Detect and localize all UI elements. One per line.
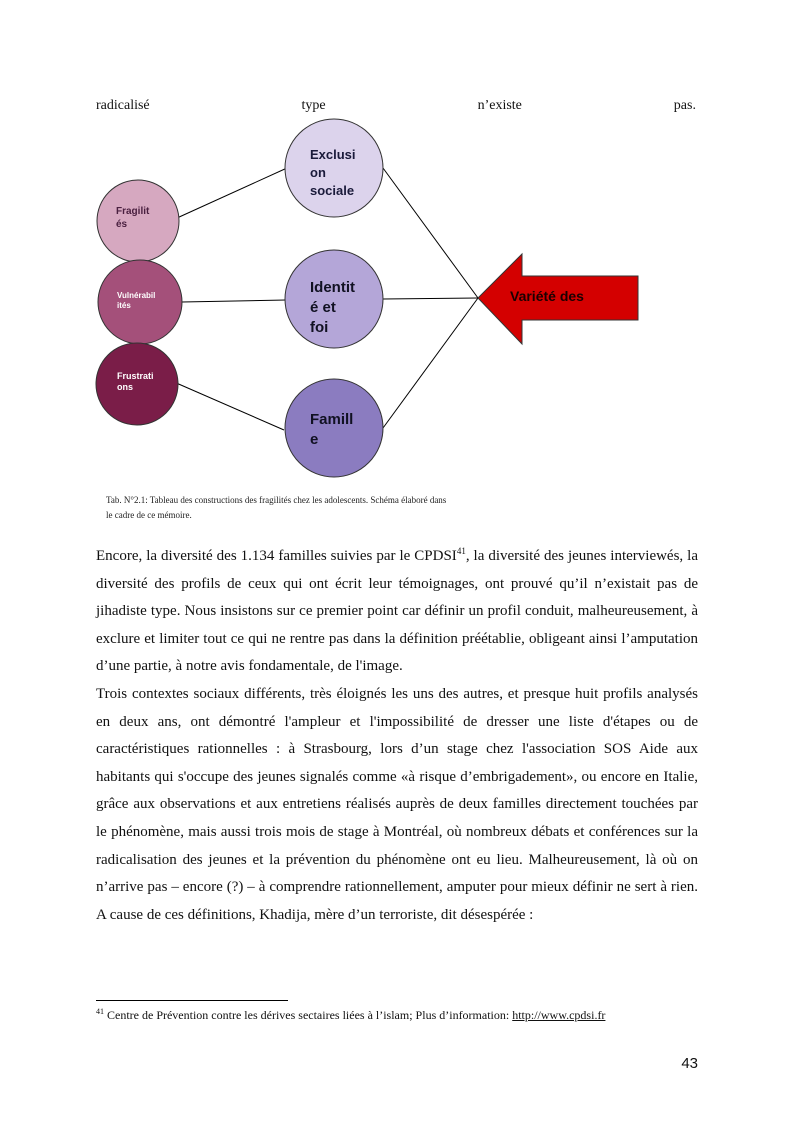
footnote — [96, 1008, 716, 1023]
top-word-2: type — [301, 98, 326, 113]
label-line: foi — [310, 319, 329, 336]
caption-line-2: le cadre de ce mémoire. — [106, 510, 192, 520]
label-line: é et — [310, 299, 336, 316]
label-line: ités — [117, 301, 131, 310]
label-famille — [310, 410, 374, 454]
paragraph-1-start: Encore, la diversité des 1.134 familles suivies par le CPDSI — [96, 548, 457, 564]
caption-line-1: Tab. N°2.1: Tableau des constructions des fragilités chez les adolescents. Schéma élaboré dans — [106, 495, 447, 505]
label-line: ons — [117, 382, 134, 393]
label-line: Fragilit — [116, 206, 150, 217]
label-exclusion-sociale — [310, 146, 370, 198]
label-line: Vulnérabil — [117, 291, 156, 300]
fragility-diagram — [0, 0, 793, 490]
footnote-link[interactable]: http://www.cpdsi.fr — [512, 1008, 606, 1022]
top-word-4: pas. — [673, 98, 696, 113]
figure-caption — [106, 493, 526, 523]
connector-identite-arrow — [383, 298, 478, 299]
label-line: Variété des — [510, 288, 584, 304]
footnote-number: 41 — [96, 1007, 104, 1016]
paragraph-1-rest: , la diversité des jeunes interviewés, la diversité des profils de ceux qui ont écrit leur témoignages, ont prouvé qu’il n’existait pas de jihadiste type. Nous insistons sur ce premier point car définir un profil conduit, malheureusement, à exclure et limiter tout ce qui ne rentre pas dans la définition préétablie, obligeant ainsi l’amputation d’une partie, à notre avis fondamentale, de l'image. — [96, 548, 698, 675]
footnote-ref[interactable]: 41 — [456, 546, 466, 556]
body-text — [96, 543, 698, 929]
label-line: Frustrati — [117, 371, 154, 381]
footnote-separator — [96, 1000, 288, 1001]
label-identite-foi — [310, 278, 374, 336]
paragraph-1 — [96, 543, 698, 681]
page-number: 43 — [681, 1055, 698, 1072]
label-line: és — [116, 218, 128, 230]
connector-exclusion-arrow — [383, 168, 478, 298]
footnote-text: Centre de Prévention contre les dérives sectaires liées à l’islam; Plus d’information: — [104, 1008, 513, 1022]
label-frustrations — [117, 371, 163, 401]
label-vulnerabilites — [117, 291, 167, 315]
top-word-3: n’existe — [477, 98, 522, 113]
connector-vulnerabilites-identite — [182, 300, 286, 302]
label-line: Exclusi — [310, 147, 356, 162]
paragraph-2: Trois contextes sociaux différents, très éloignés les uns des autres, et presque huit profils analysés en deux ans, ont démontré l'ampleur et l'impossibilité de dresser une liste d'étapes ou de caractéristiques rationnelles : à Strasbourg, lors d’un stage chez l'association SOS Aide aux habitants qui s'occupe des jeunes signalés comme «à risque d’embrigadement», ou encore en Italie, grâce aux observations et aux entretiens réalisés auprès de deux familles directement touchées par le phénomène, mais aussi trois mois de stage à Montréal, où nombreux débats et conférences sur la radicalisation des jeunes et la prévention du phénomène ont eu lieu. Malheureusement, là où on n’arrive pas – encore (?) – à comprendre rationnellement, amputer pour mieux définir ne sert à rien. A cause de ces définitions, Khadija, mère d’un terroriste, dit désespérée : — [96, 685, 698, 923]
label-line: on — [310, 165, 326, 180]
label-line: e — [310, 431, 319, 448]
connector-famille-arrow — [383, 298, 478, 428]
label-line: sociale — [310, 183, 355, 198]
label-fragilites — [116, 206, 162, 238]
connector-frustrations-famille — [174, 382, 284, 430]
connector-fragilites-exclusion — [177, 168, 287, 218]
label-line: Famill — [310, 411, 354, 428]
label-line: Identit — [310, 279, 355, 296]
label-variete — [510, 288, 630, 308]
top-word-1: radicalisé — [96, 98, 150, 113]
